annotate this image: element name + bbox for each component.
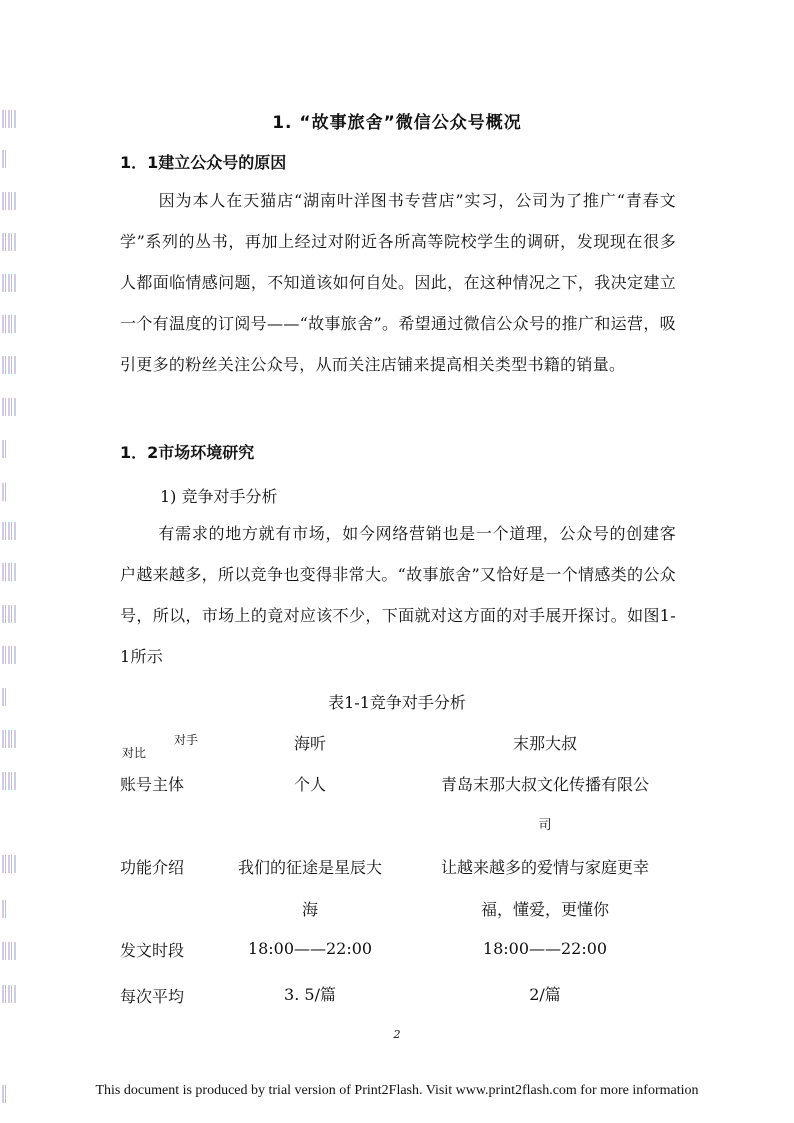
table-cell: 我们的征途是星辰大 [237, 858, 382, 877]
table-cell: 让越来越多的爱情与家庭更幸 [440, 858, 649, 877]
section-heading-1-2: 1．2市场环境研究 [120, 443, 255, 462]
paragraph-text: 有需求的地方就有市场，如今网络营销也是一个道理，公众号的创建客户越来越多，所以竞争也变得非常大。“故事旅舍”又恰好是一个情感类的公众号，所以，市场上的竟对应该不少，下面就对这方面的对手展开探讨。如图1-1所示 [120, 524, 676, 666]
scan-mark [2, 192, 16, 210]
paragraph-market [120, 513, 676, 677]
scan-mark [2, 483, 8, 501]
table-cell: 福，懂爱，更懂你 [480, 900, 609, 919]
table-cell: 司 [538, 818, 552, 833]
scan-mark [2, 772, 16, 790]
table-corner-top: 对手 [174, 733, 199, 747]
scan-mark [2, 274, 16, 292]
table-corner-bottom: 对比 [122, 746, 147, 760]
table-cell: 18:00——22:00 [247, 939, 373, 958]
scan-mark [2, 398, 16, 416]
table-row-label: 账号主体 [120, 775, 185, 794]
table-header-cell: 末那大叔 [512, 734, 577, 753]
trial-footer: This document is produced by trial version of Print2Flash. Visit www.print2flash.com for more information [95, 1083, 699, 1098]
scan-mark [2, 985, 16, 1003]
page-title: 1. “故事旅舍”微信公众号概况 [272, 113, 522, 133]
scan-mark [2, 855, 16, 873]
table-cell: 海 [301, 900, 318, 919]
scan-mark [2, 942, 16, 960]
paragraph-text: 因为本人在天猫店“湖南叶洋图书专营店”实习，公司为了推广“青春文学”系列的丛书，再加上经过对附近各所高等院校学生的调研，发现现在很多人都面临情感问题，不知道该如何自处。因此，在这种情况之下，我决定建立一个有温度的订阅号——“故事旅舍”。希望通过微信公众号的推广和运营，吸引更多的粉丝关注公众号，从而关注店铺来提高相关类型书籍的销量。 [120, 191, 676, 374]
table-row-label: 每次平均 [120, 987, 185, 1006]
scan-mark [2, 150, 8, 168]
table-cell: 18:00——22:00 [482, 939, 608, 958]
table-cell: 3. 5/篇 [284, 985, 336, 1004]
scan-mark [2, 900, 8, 918]
subheading-competitor: 1) 竞争对手分析 [160, 487, 278, 506]
scan-mark [2, 440, 8, 458]
table-row-label: 发文时段 [120, 941, 185, 960]
scan-mark [2, 563, 16, 581]
scan-mark [2, 605, 16, 623]
table-header-cell: 海听 [293, 734, 326, 753]
scan-mark [2, 646, 16, 664]
scan-mark [2, 315, 16, 333]
margin-scan-marks [2, 100, 22, 1100]
table-row-label: 功能介绍 [120, 858, 185, 877]
scan-mark [2, 356, 16, 374]
paragraph-reason [120, 180, 676, 385]
scan-mark [2, 522, 16, 540]
scan-mark [2, 233, 16, 251]
scan-mark [2, 730, 16, 748]
section-heading-1-1: 1．1建立公众号的原因 [120, 153, 287, 172]
table-cell: 2/篇 [529, 985, 561, 1004]
page-number: 2 [393, 1028, 401, 1041]
table-caption: 表1-1竞争对手分析 [328, 693, 466, 712]
table-cell: 青岛末那大叔文化传播有限公 [440, 775, 649, 794]
table-cell: 个人 [293, 775, 326, 794]
